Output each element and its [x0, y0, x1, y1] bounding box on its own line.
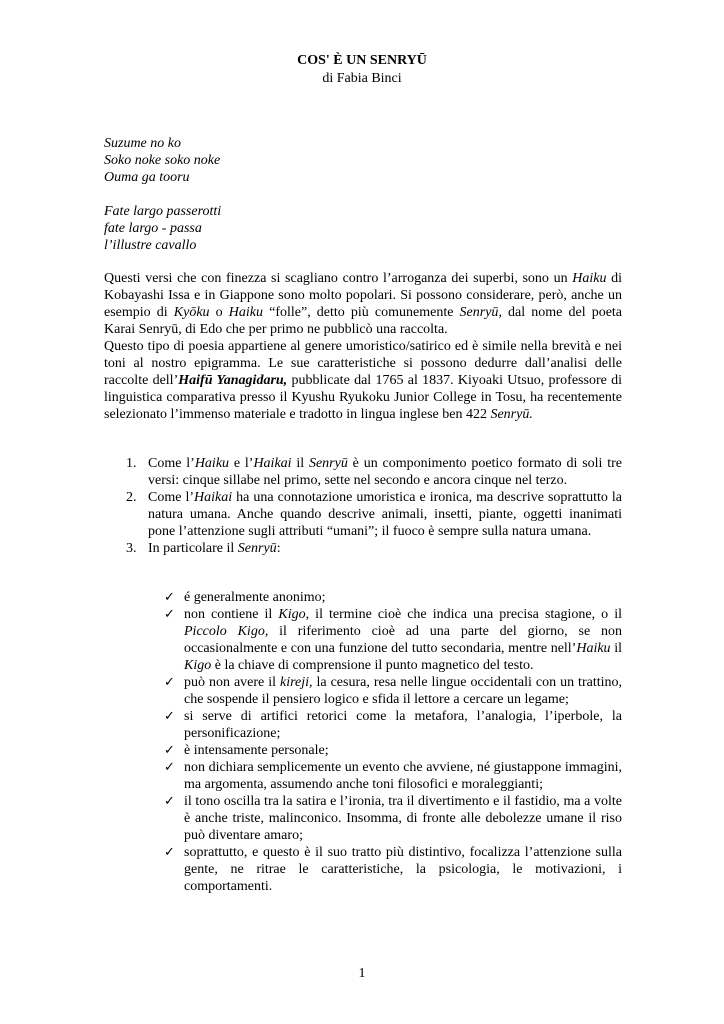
checkmark-icon: ✓: [164, 607, 175, 622]
poem-line: l’illustre cavallo: [104, 238, 197, 253]
paragraph-2: Questo tipo di poesia appartiene al genere umoristico/satirico ed è simile nella brevità e nei toni al nostro epigramma. Le sue caratteristiche si possono dedurre dall’analisi delle raccolte dell’Haifū Yanagidaru, pubblicate dal 1765 al 1837. Kiyoaki Utsuo, professore di linguistica comparativa presso il Kyushu Ryukoku Junior College in Tosu, ha recentemente selezionato l’immenso materiale e tradotto in lingua inglese ben 422 Senryū.: [104, 339, 623, 422]
list-item: 2. Come l’Haikai ha una connotazione umoristica e ironica, ma descrive soprattutto la natura umana. Anche quando descrive animali, insetti, piante, oggetti inanimati pone l’attenzione sugli attributi “umani”; il fuoco è sempre sulla natura umana.: [126, 490, 622, 539]
page-number: 1: [358, 966, 366, 981]
checkmark-icon: ✓: [164, 794, 175, 809]
poem-italian: [104, 203, 221, 254]
poem-line: Soko noke soko noke: [104, 153, 221, 168]
list-number: 3.: [126, 541, 137, 556]
checkmark-icon: ✓: [164, 675, 175, 690]
checklist-item: ✓ si serve di artifici retorici come la metafora, l’analogia, l’iperbole, la personificazione;: [164, 709, 622, 741]
list-number: 1.: [126, 456, 137, 471]
document-title: COS' È UN SENRYŪ: [297, 53, 427, 68]
list-number: 2.: [126, 490, 137, 505]
list-item: 1. Come l’Haiku e l’Haikai il Senryū è un componimento poetico formato di soli tre versi: cinque sillabe nel primo, sette nel secondo e ancora cinque nel terzo.: [126, 456, 623, 488]
paragraph-1: Questi versi che con finezza si scagliano contro l’arroganza dei superbi, sono un Haiku di Kobayashi Issa e in Giappone sono molto popolari. Si possono considerare, però, anche un esempio di Kyōku o Haiku “folle”, detto più comunemente Senryū, dal nome del poeta Karai Senryū, di Edo che per primo ne pubblicò una raccolta.: [104, 271, 623, 337]
checkmark-icon: ✓: [164, 709, 175, 724]
checklist: [164, 589, 622, 895]
poem-japanese: [104, 135, 220, 186]
checklist-item: ✓ non contiene il Kigo, il termine cioè che indica una precisa stagione, o il Piccolo Kigo, il riferimento cioè ad una parte del giorno, se non occasionalmente e con una funzione del tutto secondaria, mentre nell’Haiku il Kigo è la chiave di comprensione il punto magnetico del testo.: [164, 607, 623, 673]
document-author: di Fabia Binci: [322, 71, 402, 86]
poem-line: Fate largo passerotti: [104, 204, 222, 219]
intro-text: [104, 270, 622, 423]
list-item: 3. In particolare il Senryū:: [126, 541, 281, 556]
checklist-item: ✓ é generalmente anonimo;: [164, 590, 326, 605]
checklist-item: ✓ può non avere il kireji, la cesura, resa nelle lingue occidentali con un trattino, che sospende il pensiero logico e sfida il lettore a cercare un legame;: [164, 675, 622, 707]
poem-line: fate largo - passa: [104, 221, 202, 236]
checklist-item: ✓ il tono oscilla tra la satira e l’ironia, tra il divertimento e il fastidio, ma a volte è anche triste, malinconico. Insomma, di fronte alle debolezze umane il riso può diventare amaro;: [164, 794, 622, 843]
checkmark-icon: ✓: [164, 743, 175, 758]
checklist-item: ✓ non dichiara semplicemente un evento che avviene, né giustappone immagini, ma argomenta, assumendo anche toni filosofici e moraleggianti;: [164, 760, 622, 792]
poem-line: Ouma ga tooru: [104, 170, 190, 185]
poem-line: Suzume no ko: [104, 136, 181, 151]
checkmark-icon: ✓: [164, 590, 175, 605]
checklist-item: ✓ soprattutto, e questo è il suo tratto più distintivo, focalizza l’attenzione sulla gente, ne ritrae le caratteristiche, la psicologia, le motivazioni, i comportamenti.: [164, 845, 622, 894]
checkmark-icon: ✓: [164, 760, 175, 775]
numbered-list: [104, 455, 622, 557]
checklist-item: ✓ è intensamente personale;: [164, 743, 329, 758]
checkmark-icon: ✓: [164, 845, 175, 860]
